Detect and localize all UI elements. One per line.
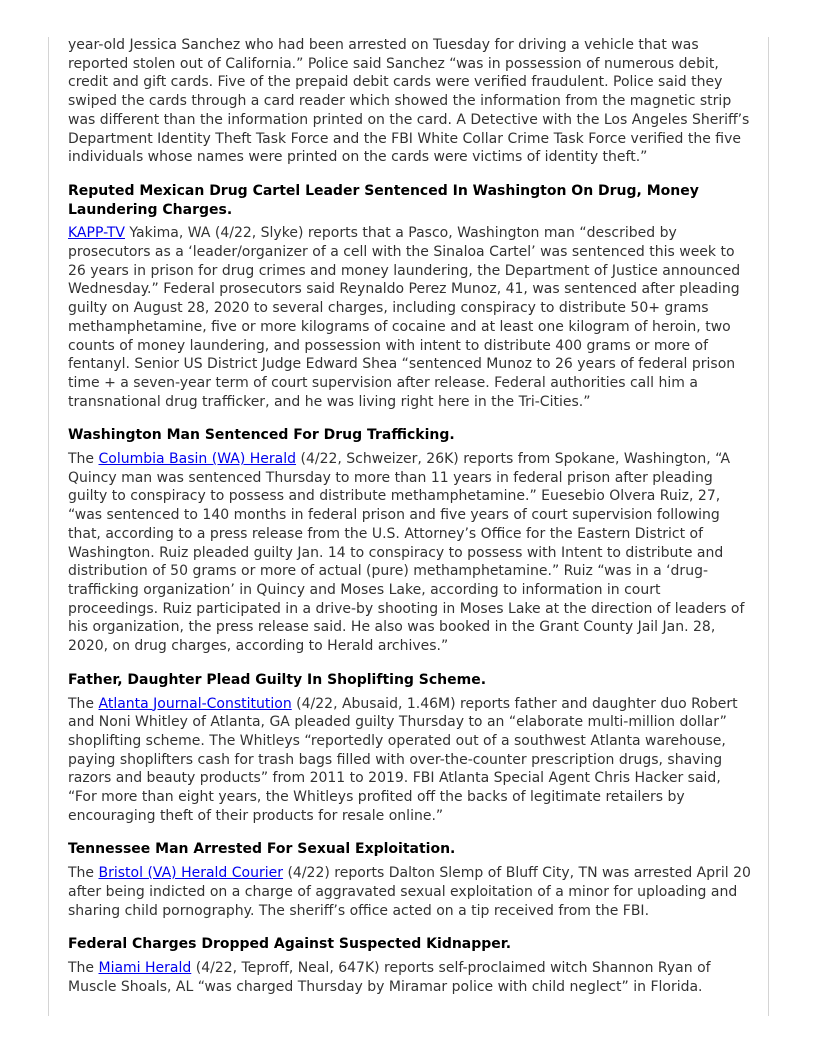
article-prefix: The: [68, 959, 99, 976]
article: [68, 671, 752, 826]
article-body: [68, 864, 752, 920]
article-prefix: The: [68, 451, 99, 468]
article: [68, 840, 752, 920]
article-list: [68, 182, 752, 996]
article-text: (4/22, Teproff, Neal, 647K) reports self-proclaimed witch Shannon Ryan of Muscle Shoals, AL “was charged Thursday by Miramar police with child neglect” in Florida.: [68, 959, 711, 995]
article-text: Yakima, WA (4/22, Slyke) reports that a Pasco, Washington man “described by prosecutors as a ‘leader/organizer of a cell with the Sinaloa Cartel’ was sentenced this week to 26 years in prison for drug crimes and money laundering, the Department of Justice announced Wednesday.” Federal prosecutors said Reynaldo Perez Munoz, 41, was sentenced after pleading guilty on August 28, 2020 to several charges, including conspiracy to distribute 50+ grams methamphetamine, five or more kilograms of cocaine and at least one kilogram of heroin, two counts of money laundering, and possession with intent to distribute 400 grams or more of fentanyl. Senior US District Judge Edward Shea “sentenced Munoz to 26 years of federal prison time + a seven-year term of court supervision after release. Federal authorities call him a transnational drug trafficker, and he was living right here in the Tri-Cities.”: [68, 225, 741, 410]
article-body: [68, 224, 752, 411]
article-body: [68, 695, 752, 826]
article-headline: Father, Daughter Plead Guilty In Shoplifting Scheme.: [68, 671, 487, 688]
article-text: (4/22, Abusaid, 1.46M) reports father and daughter duo Robert and Noni Whitley of Atlanta, GA pleaded guilty Thursday to an “elaborate multi-million dollar” shoplifting scheme. The Whitleys “reportedly operated out of a southwest Atlanta warehouse, paying shoplifters cash for trash bags filled with over-the-counter prescription drugs, shaving razors and beauty products” from 2011 to 2019. FBI Atlanta Special Agent Chris Hacker said, “For more than eight years, the Whitleys profited off the backs of legitimate retailers by encouraging theft of their products for resale online.”: [68, 695, 738, 824]
article-headline: Tennessee Man Arrested For Sexual Exploitation.: [68, 841, 456, 858]
document-body: [68, 36, 752, 1011]
article: [68, 182, 752, 411]
article: [68, 935, 752, 996]
intro-paragraph: year-old Jessica Sanchez who had been arrested on Tuesday for driving a vehicle that was reported stolen out of California.” Police said Sanchez “was in possession of numerous debit, credit and gift cards. Five of the prepaid debit cards were verified fraudulent. Police said they swiped the cards through a card reader which showed the information from the magnetic strip was different than the information printed on the card. A Detective with the Los Angeles Sheriff’s Department Identity Theft Task Force and the FBI White Collar Crime Task Force verified the five individuals whose names were printed on the cards were victims of identity theft.”: [68, 37, 750, 166]
article-headline: Washington Man Sentenced For Drug Trafficking.: [68, 427, 455, 444]
article-headline: Federal Charges Dropped Against Suspected Kidnapper.: [68, 936, 512, 953]
article-body: [68, 959, 752, 996]
article-prefix: The: [68, 865, 99, 882]
article-text: (4/22, Schweizer, 26K) reports from Spokane, Washington, “A Quincy man was sentenced Thursday to more than 11 years in federal prison after pleading guilty to conspiracy to possess and distribute methamphetamine.” Euesebio Olvera Ruiz, 27, “was sentenced to 140 months in federal prison and five years of court supervision following that, according to a press release from the U.S. Attorney’s Office for the Eastern District of Washington. Ruiz pleaded guilty Jan. 14 to conspiracy to possess with Intent to distribute and distribution of 50 grams or more of actual (pure) methamphetamine.” Ruiz “was in a ‘drug-trafficking organization’ in Quincy and Moses Lake, according to information in court proceedings. Ruiz participated in a drive-by shooting in Moses Lake at the direction of leaders of his organization, the press release said. He also was booked in the Grant County Jail Jan. 28, 2020, on drug charges, according to Herald archives.”: [68, 451, 745, 655]
source-link[interactable]: Miami Herald: [98, 959, 192, 976]
source-link[interactable]: Atlanta Journal-Constitution: [98, 695, 292, 712]
article-prefix: The: [68, 695, 99, 712]
article: [68, 426, 752, 655]
article-body: [68, 450, 752, 656]
article-headline: Reputed Mexican Drug Cartel Leader Sentenced In Washington On Drug, Money Laundering Charges.: [68, 182, 699, 218]
article-text: (4/22) reports Dalton Slemp of Bluff City, TN was arrested April 20 after being indicted on a charge of aggravated sexual exploitation of a minor for uploading and sharing child pornography. The sheriff’s office acted on a tip received from the FBI.: [68, 865, 751, 919]
source-link[interactable]: KAPP-TV: [68, 225, 125, 242]
right-margin-rule: [768, 37, 769, 1016]
left-margin-rule: [48, 37, 49, 1016]
source-link[interactable]: Bristol (VA) Herald Courier: [98, 865, 284, 882]
source-link[interactable]: Columbia Basin (WA) Herald: [98, 451, 297, 468]
